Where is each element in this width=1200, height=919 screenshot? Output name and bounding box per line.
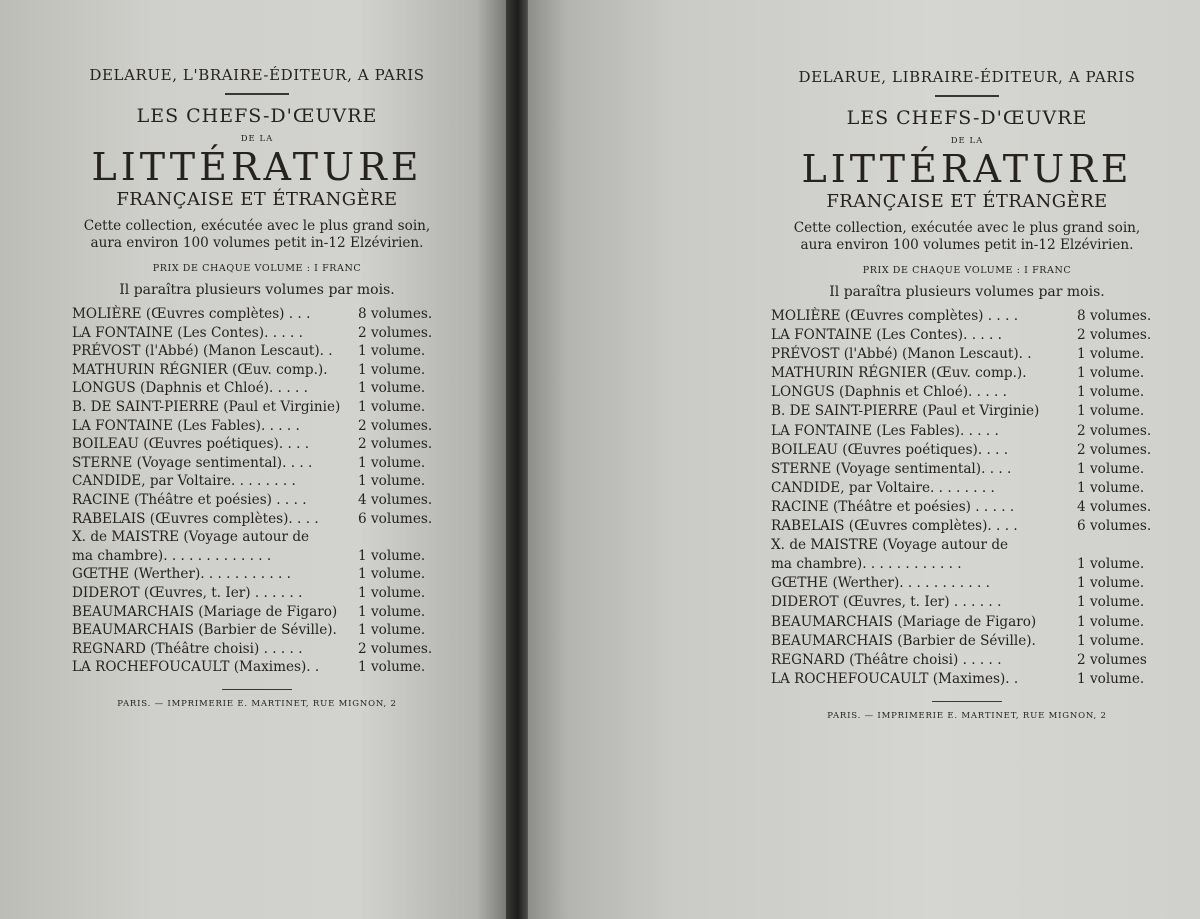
work-title: BEAUMARCHAIS (Mariage de Figaro) bbox=[72, 603, 338, 620]
work-title: LA FONTAINE (Les Fables). . . . . bbox=[72, 417, 300, 434]
left-page-content bbox=[72, 66, 442, 709]
list-item bbox=[771, 402, 1163, 421]
volume-count: 6 volumes. bbox=[358, 510, 433, 527]
intro-line-2: aura environ 100 volumes petit in-12 Elzévirien. bbox=[90, 235, 424, 251]
list-item bbox=[72, 584, 442, 603]
collection-title: LES CHEFS-D'ŒUVRE bbox=[846, 107, 1088, 129]
list-item bbox=[771, 460, 1163, 479]
work-title: RABELAIS (Œuvres complètes). . . . bbox=[771, 518, 1018, 535]
list-item bbox=[771, 670, 1163, 689]
work-title: LA ROCHEFOUCAULT (Maximes). . bbox=[72, 659, 320, 676]
list-item bbox=[72, 324, 442, 343]
volume-count: 1 volume. bbox=[1077, 575, 1145, 592]
list-item bbox=[72, 379, 442, 398]
publisher-line: DELARUE, L'BRAIRE-ÉDITEUR, A PARIS bbox=[89, 66, 425, 84]
intro-line-2: aura environ 100 volumes petit in-12 Elzévirien. bbox=[800, 237, 1134, 253]
volume-count: 2 volumes. bbox=[358, 640, 433, 657]
volume-list bbox=[72, 305, 442, 677]
work-title: CANDIDE, par Voltaire. . . . . . . . bbox=[771, 479, 995, 496]
volume-count: 1 volume. bbox=[1077, 670, 1145, 687]
volume-count: 1 volume. bbox=[1077, 479, 1145, 496]
work-title: LA FONTAINE (Les Contes). . . . . bbox=[771, 327, 1002, 344]
list-item bbox=[771, 517, 1163, 536]
work-title: MOLIÈRE (Œuvres complètes) . . . bbox=[72, 306, 311, 322]
volume-count: 4 volumes. bbox=[358, 491, 433, 508]
work-title: LONGUS (Daphnis et Chloé). . . . . bbox=[72, 380, 308, 397]
right-page bbox=[528, 0, 1200, 919]
volume-count: 1 volume. bbox=[1077, 556, 1145, 573]
volume-count: 2 volumes. bbox=[1077, 441, 1152, 458]
work-title: X. de MAISTRE (Voyage autour de bbox=[771, 537, 1009, 554]
volume-count: 1 volume. bbox=[1077, 365, 1145, 382]
work-title: RACINE (Théâtre et poésies) . . . . bbox=[72, 491, 307, 508]
volume-count: 6 volumes. bbox=[1077, 518, 1152, 535]
work-title: REGNARD (Théâtre choisi) . . . . . bbox=[72, 640, 303, 657]
volume-count: 1 volume. bbox=[358, 603, 426, 620]
volume-count: 2 volumes. bbox=[358, 417, 433, 434]
work-title: REGNARD (Théâtre choisi) . . . . . bbox=[771, 651, 1002, 668]
list-item bbox=[72, 565, 442, 584]
volume-count: 1 volume. bbox=[1077, 613, 1145, 630]
volume-list bbox=[771, 307, 1163, 689]
volume-count: 2 volumes bbox=[1077, 651, 1147, 668]
list-item bbox=[771, 574, 1163, 593]
list-item bbox=[771, 479, 1163, 498]
list-item bbox=[72, 305, 442, 324]
volume-count: 1 volume. bbox=[358, 622, 426, 639]
intro-line-1: Cette collection, exécutée avec le plus grand soin, bbox=[793, 220, 1141, 236]
work-title: B. DE SAINT-PIERRE (Paul et Virginie) bbox=[72, 398, 341, 415]
work-title: STERNE (Voyage sentimental). . . . bbox=[72, 454, 313, 471]
list-item bbox=[72, 454, 442, 473]
list-item bbox=[72, 658, 442, 677]
list-item bbox=[72, 361, 442, 380]
list-item bbox=[771, 613, 1163, 632]
work-title: PRÉVOST (l'Abbé) (Manon Lescaut). . bbox=[771, 346, 1032, 363]
right-page-content bbox=[771, 68, 1163, 721]
publisher-line: DELARUE, LIBRAIRE-ÉDITEUR, A PARIS bbox=[798, 68, 1136, 86]
list-item bbox=[72, 435, 442, 454]
volume-count: 2 volumes. bbox=[358, 324, 433, 341]
volume-count: 8 volumes. bbox=[1077, 308, 1152, 324]
work-title: LONGUS (Daphnis et Chloé). . . . . bbox=[771, 384, 1007, 401]
list-item bbox=[771, 326, 1163, 345]
footer-rule bbox=[932, 701, 1002, 702]
list-item bbox=[771, 345, 1163, 364]
volume-count: 2 volumes. bbox=[1077, 327, 1152, 344]
work-title: LA FONTAINE (Les Fables). . . . . bbox=[771, 422, 999, 439]
list-item bbox=[771, 555, 1163, 574]
work-title: STERNE (Voyage sentimental). . . . bbox=[771, 460, 1012, 477]
volume-count: 1 volume. bbox=[358, 361, 426, 378]
de-la-line: DE LA bbox=[240, 134, 274, 144]
list-item bbox=[771, 364, 1163, 383]
work-title: GŒTHE (Werther). . . . . . . . . . . bbox=[771, 575, 990, 592]
work-title: BEAUMARCHAIS (Barbier de Séville). bbox=[771, 632, 1036, 649]
volume-count: 1 volume. bbox=[358, 380, 426, 397]
monthly-line: Il paraîtra plusieurs volumes par mois. bbox=[829, 284, 1105, 300]
litterature-heading: LITTÉRATURE bbox=[801, 147, 1133, 191]
list-item bbox=[771, 593, 1163, 612]
monthly-line: Il paraîtra plusieurs volumes par mois. bbox=[119, 282, 395, 298]
work-title: LA FONTAINE (Les Contes). . . . . bbox=[72, 324, 303, 341]
list-item bbox=[771, 536, 1163, 555]
price-line: PRIX DE CHAQUE VOLUME : I FRANC bbox=[152, 263, 362, 274]
divider-rule bbox=[225, 93, 289, 95]
list-item bbox=[72, 491, 442, 510]
volume-count: 1 volume. bbox=[358, 566, 426, 583]
work-title: RABELAIS (Œuvres complètes). . . . bbox=[72, 510, 319, 527]
collection-title: LES CHEFS-D'ŒUVRE bbox=[136, 105, 378, 127]
volume-count: 1 volume. bbox=[1077, 384, 1145, 401]
volume-count: 1 volume. bbox=[1077, 460, 1145, 477]
work-title: B. DE SAINT-PIERRE (Paul et Virginie) bbox=[771, 403, 1040, 420]
volume-count: 1 volume. bbox=[358, 547, 426, 564]
left-page bbox=[0, 0, 512, 919]
printer-line: PARIS. — IMPRIMERIE E. MARTINET, RUE MIGNON, 2 bbox=[117, 698, 397, 709]
intro-line-1: Cette collection, exécutée avec le plus grand soin, bbox=[83, 218, 431, 234]
list-item bbox=[72, 417, 442, 436]
litterature-heading: LITTÉRATURE bbox=[91, 145, 423, 189]
volume-count: 1 volume. bbox=[358, 454, 426, 471]
subtitle: FRANÇAISE ET ÉTRANGÈRE bbox=[116, 189, 398, 210]
volume-count: 8 volumes. bbox=[358, 306, 433, 322]
work-title: MATHURIN RÉGNIER (Œuv. comp.). bbox=[72, 361, 328, 378]
work-title: RACINE (Théâtre et poésies) . . . . . bbox=[771, 498, 1015, 515]
work-title: BEAUMARCHAIS (Barbier de Séville). bbox=[72, 622, 337, 639]
volume-count: 4 volumes. bbox=[1077, 498, 1152, 515]
volume-count: 1 volume. bbox=[358, 659, 426, 676]
volume-count: 1 volume. bbox=[1077, 346, 1145, 363]
list-item bbox=[72, 528, 442, 547]
list-item bbox=[771, 632, 1163, 651]
list-item bbox=[72, 342, 442, 361]
list-item bbox=[72, 621, 442, 640]
volume-count: 1 volume. bbox=[1077, 403, 1145, 420]
work-title: BOILEAU (Œuvres poétiques). . . . bbox=[72, 436, 310, 453]
work-title: PRÉVOST (l'Abbé) (Manon Lescaut). . bbox=[72, 343, 333, 360]
work-title: LA ROCHEFOUCAULT (Maximes). . bbox=[771, 670, 1019, 687]
de-la-line: DE LA bbox=[950, 136, 984, 146]
volume-count: 1 volume. bbox=[358, 473, 426, 490]
list-item bbox=[771, 422, 1163, 441]
volume-count: 2 volumes. bbox=[358, 436, 433, 453]
work-title: MATHURIN RÉGNIER (Œuv. comp.). bbox=[771, 365, 1027, 382]
list-item bbox=[771, 651, 1163, 670]
volume-count: 2 volumes. bbox=[1077, 422, 1152, 439]
list-item bbox=[72, 547, 442, 566]
list-item bbox=[72, 398, 442, 417]
work-title: ma chambre). . . . . . . . . . . . bbox=[771, 556, 962, 573]
work-title: X. de MAISTRE (Voyage autour de bbox=[72, 529, 310, 546]
list-item bbox=[72, 603, 442, 622]
subtitle: FRANÇAISE ET ÉTRANGÈRE bbox=[826, 191, 1108, 212]
volume-count: 1 volume. bbox=[358, 343, 426, 360]
list-item bbox=[72, 640, 442, 659]
volume-count: 1 volume. bbox=[1077, 594, 1145, 611]
divider-rule bbox=[935, 95, 999, 97]
printer-line: PARIS. — IMPRIMERIE E. MARTINET, RUE MIGNON, 2 bbox=[827, 710, 1107, 721]
work-title: DIDEROT (Œuvres, t. Ier) . . . . . . bbox=[771, 594, 1002, 611]
work-title: CANDIDE, par Voltaire. . . . . . . . bbox=[72, 473, 296, 490]
work-title: GŒTHE (Werther). . . . . . . . . . . bbox=[72, 566, 291, 583]
list-item bbox=[771, 498, 1163, 517]
work-title: BOILEAU (Œuvres poétiques). . . . bbox=[771, 441, 1009, 458]
volume-count: 1 volume. bbox=[1077, 632, 1145, 649]
footer-rule bbox=[222, 689, 292, 690]
list-item bbox=[771, 441, 1163, 460]
volume-count: 1 volume. bbox=[358, 398, 426, 415]
work-title: DIDEROT (Œuvres, t. Ier) . . . . . . bbox=[72, 584, 303, 601]
work-title: MOLIÈRE (Œuvres complètes) . . . . bbox=[771, 308, 1019, 324]
list-item bbox=[771, 383, 1163, 402]
list-item bbox=[72, 510, 442, 529]
work-title: ma chambre). . . . . . . . . . . . . bbox=[72, 547, 272, 564]
price-line: PRIX DE CHAQUE VOLUME : I FRANC bbox=[862, 265, 1072, 276]
list-item bbox=[771, 307, 1163, 326]
list-item bbox=[72, 472, 442, 491]
work-title: BEAUMARCHAIS (Mariage de Figaro) bbox=[771, 613, 1037, 630]
volume-count: 1 volume. bbox=[358, 584, 426, 601]
